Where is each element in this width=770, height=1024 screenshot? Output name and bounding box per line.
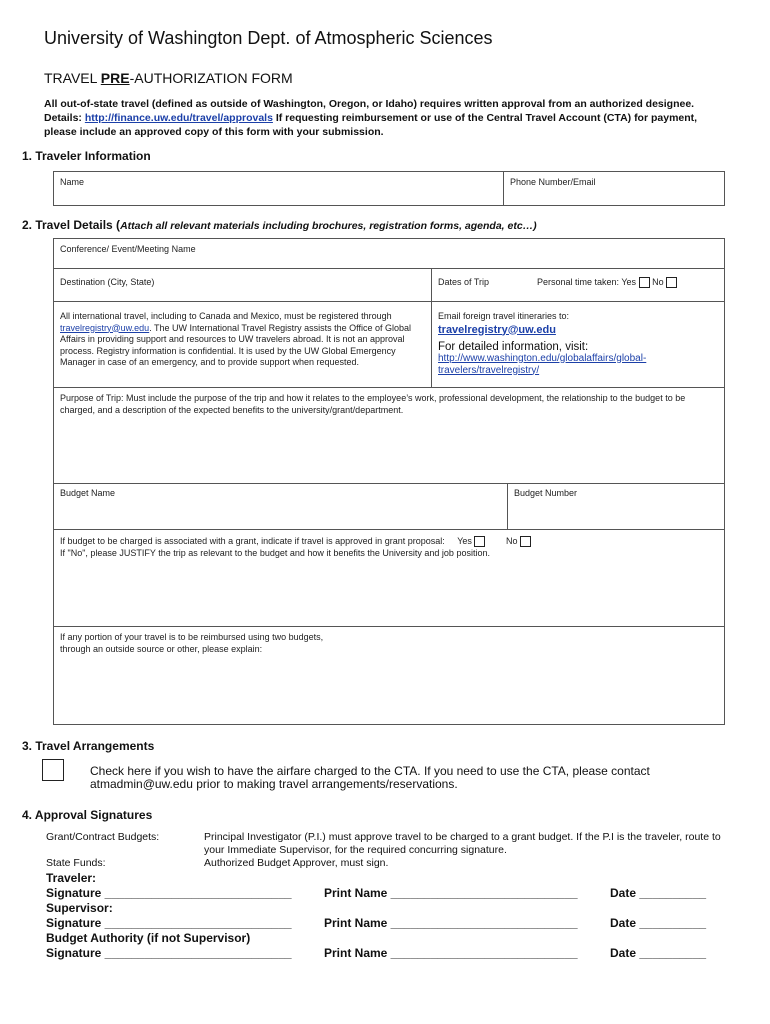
grant-yes-checkbox[interactable] <box>474 536 485 547</box>
state-funds-label: State Funds: <box>46 857 106 869</box>
supervisor-date-line[interactable]: Date __________ <box>610 916 707 930</box>
personal-time-yes-checkbox[interactable] <box>639 277 650 288</box>
form-title: TRAVEL PRE-AUTHORIZATION FORM <box>44 70 293 86</box>
travel-details-box <box>53 238 725 725</box>
section-traveler-heading: 1. Traveler Information <box>22 149 151 163</box>
state-funds-text: Authorized Budget Approver, must sign. <box>204 857 389 869</box>
page-title: University of Washington Dept. of Atmospheric Sciences <box>44 28 493 48</box>
intro-paragraph: All out-of-state travel (defined as outside of Washington, Oregon, or Idaho) requires written approval from an authorized designee. Details: http://finance.uw.edu/travel/approvals If requesting reimbursement or use of the Central Travel Account (CTA) for payment, please include an approved copy of this form with your submission. <box>44 98 698 138</box>
supervisor-print-name-line[interactable]: Print Name ____________________________ <box>324 916 578 930</box>
international-travel-note: All international travel, including to Canada and Mexico, must be registered through travelregistry@uw.edu. The UW International Travel Registry assists the Office of Global Affairs in providing support and resources to UW travelers abroad. It is not an approval process. Registry information is confidential. It is used by the UW Global Emergency Manager in case of an emergency, and to provide support when requested. <box>60 311 411 367</box>
justify-field[interactable]: If "No", please JUSTIFY the trip as relevant to the budget and how it benefits the University and job position. <box>60 547 490 558</box>
budget-authority-print-name-line[interactable]: Print Name ____________________________ <box>324 946 578 960</box>
budget-number-field[interactable]: Budget Number <box>514 488 578 498</box>
budget-authority-signature-line[interactable]: Signature ____________________________ <box>46 946 292 960</box>
foreign-itinerary-info: Email foreign travel itineraries to: travelregistry@uw.edu For detailed information, visit: http://www.washington.edu/globalaffairs/global-travelers/travelregistry/ <box>438 311 647 376</box>
traveler-date-line[interactable]: Date __________ <box>610 886 707 900</box>
travel-registry-email-link[interactable]: travelregistry@uw.edu <box>438 323 556 336</box>
budget-authority-role: Budget Authority (if not Supervisor) <box>46 931 251 945</box>
phone-email-field[interactable]: Phone Number/Email <box>510 177 596 187</box>
personal-time-no-checkbox[interactable] <box>666 277 677 288</box>
purpose-of-trip-field[interactable]: Purpose of Trip: Must include the purpose of the trip and how it relates to the employee’s work, professional development, the relationship to the budget to be charged, and a description of the expected benefits to the university/grant/department. <box>60 393 686 415</box>
cta-instructions: Check here if you wish to have the airfare charged to the CTA. If you need to use the CTA, please contact atmadmin@uw.edu prior to making travel arrangements/reservations. <box>90 764 650 791</box>
grant-approval-section: If budget to be charged is associated with a grant, indicate if travel is approved in grant proposal: Yes No If "No", please JUSTIFY the trip as relevant to the budget and how it benefits the University and job position. <box>60 536 720 559</box>
traveler-role: Traveler: <box>46 871 97 885</box>
section-travel-arrangements-heading: 3. Travel Arrangements <box>22 739 155 753</box>
cta-checkbox[interactable] <box>42 759 64 781</box>
grant-budgets-label: Grant/Contract Budgets: <box>46 831 160 843</box>
global-travelers-link[interactable]: http://www.washington.edu/globalaffairs/global-travelers/travelregistry/ <box>438 352 647 376</box>
section-approval-heading: 4. Approval Signatures <box>22 808 153 822</box>
budget-authority-date-line[interactable]: Date __________ <box>610 946 707 960</box>
traveler-signature-line[interactable]: Signature ____________________________ <box>46 886 292 900</box>
name-field[interactable]: Name <box>60 177 85 187</box>
grant-budgets-text: Principal Investigator (P.I.) must approve travel to be charged to a grant budget. If the P.I is the traveler, route to your Immediate Supervisor, for the required concurring signature. <box>204 831 721 856</box>
two-budgets-field[interactable]: If any portion of your travel is to be reimbursed using two budgets, through an outside source or other, please explain: <box>60 632 324 654</box>
conference-name-field[interactable]: Conference/ Event/Meeting Name <box>60 244 196 254</box>
section-travel-details-heading: 2. Travel Details (Attach all relevant materials including brochures, registration forms, agenda, etc…) <box>22 218 537 232</box>
grant-no-checkbox[interactable] <box>520 536 531 547</box>
dates-field[interactable]: Dates of Trip <box>438 277 490 287</box>
supervisor-role: Supervisor: <box>46 901 113 915</box>
supervisor-signature-line[interactable]: Signature ____________________________ <box>46 916 292 930</box>
budget-name-field[interactable]: Budget Name <box>60 488 116 498</box>
approvals-link[interactable]: http://finance.uw.edu/travel/approvals <box>84 112 273 124</box>
destination-field[interactable]: Destination (City, State) <box>60 277 155 287</box>
personal-time-label: Personal time taken: Yes No <box>537 277 677 288</box>
traveler-info-box <box>53 171 725 206</box>
travel-registry-link[interactable]: travelregistry@uw.edu <box>60 322 150 333</box>
traveler-print-name-line[interactable]: Print Name ____________________________ <box>324 886 578 900</box>
